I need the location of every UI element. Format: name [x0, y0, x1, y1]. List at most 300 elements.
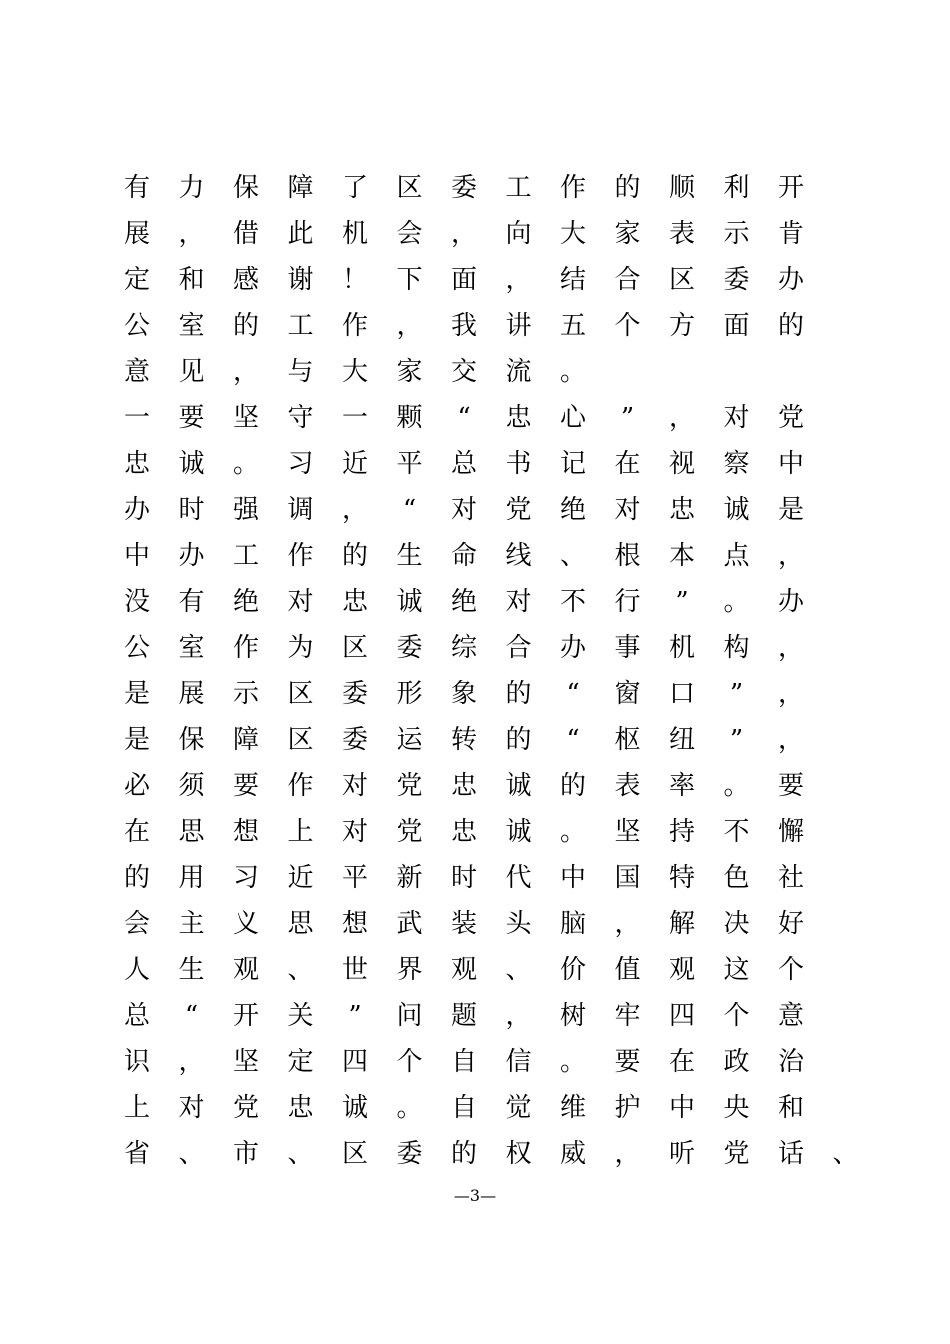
text-char: 。 — [723, 771, 750, 801]
text-char: ， — [341, 495, 368, 525]
text-char: 示 — [232, 679, 259, 709]
text-char: 听 — [668, 1139, 695, 1169]
text-char: 中 — [559, 863, 586, 893]
text-char: 委 — [341, 725, 368, 755]
text-char: ， — [777, 633, 804, 663]
text-char: 开 — [232, 1001, 259, 1031]
text-char: 展 — [123, 219, 150, 249]
text-char: 忠 — [450, 771, 477, 801]
text-char: 转 — [450, 725, 477, 755]
text-char: 社 — [777, 863, 804, 893]
text-char: 上 — [287, 817, 314, 847]
text-char: ， — [178, 1047, 205, 1077]
text-char: 工 — [505, 173, 532, 203]
text-char: 忠 — [505, 403, 532, 433]
text-char: 、 — [559, 541, 586, 571]
text-char: “ — [402, 495, 417, 525]
page-number: —3— — [453, 1186, 497, 1205]
text-char: 权 — [505, 1139, 532, 1169]
text-line — [0, 1042, 950, 1088]
text-char: 习 — [287, 449, 314, 479]
text-char: ， — [777, 679, 804, 709]
text-char: 对 — [614, 495, 641, 525]
text-line — [0, 490, 950, 536]
text-char: 问 — [396, 1001, 423, 1031]
text-char: 区 — [341, 1139, 368, 1169]
text-char: 生 — [396, 541, 423, 571]
text-char: 会 — [123, 909, 150, 939]
text-char: 口 — [668, 679, 695, 709]
text-char: ， — [396, 311, 423, 341]
text-char: “ — [566, 725, 580, 755]
text-char: 本 — [668, 541, 695, 571]
text-char: 为 — [287, 633, 314, 663]
text-char: 此 — [287, 219, 314, 249]
text-char: 解 — [668, 909, 695, 939]
text-char: 是 — [123, 725, 150, 755]
text-char: ” — [348, 1001, 362, 1031]
text-char: 办 — [559, 633, 586, 663]
text-char: 象 — [450, 679, 477, 709]
text-char: 区 — [396, 173, 423, 203]
text-char: 值 — [614, 955, 641, 985]
text-char: 不 — [559, 587, 586, 617]
text-char: 。 — [559, 1047, 586, 1077]
text-char: 一 — [123, 403, 150, 433]
text-char: ， — [614, 909, 641, 939]
text-char: 要 — [614, 1047, 641, 1077]
text-char: 平 — [396, 449, 423, 479]
text-char: 形 — [396, 679, 423, 709]
text-char: 个 — [723, 1001, 750, 1031]
text-line — [0, 260, 950, 306]
text-char: 家 — [614, 219, 641, 249]
text-char: 党 — [777, 403, 804, 433]
text-char: 工 — [232, 541, 259, 571]
text-char: 事 — [614, 633, 641, 663]
text-char: ” — [620, 403, 635, 433]
text-char: ， — [450, 219, 477, 249]
text-char: 绝 — [232, 587, 259, 617]
text-char: 个 — [396, 1047, 423, 1077]
text-char: 想 — [232, 817, 259, 847]
text-char: 枢 — [614, 725, 641, 755]
text-char: 合 — [505, 633, 532, 663]
text-char: ！ — [341, 265, 368, 295]
text-char: 近 — [287, 863, 314, 893]
text-char: 的 — [777, 311, 804, 341]
text-char: 。 — [232, 449, 259, 479]
text-char: 颗 — [396, 403, 423, 433]
text-char: 察 — [723, 449, 750, 479]
text-char: 主 — [178, 909, 205, 939]
text-char: ， — [505, 1001, 532, 1031]
text-char: 交 — [450, 357, 477, 387]
text-line — [0, 674, 950, 720]
text-char: 自 — [450, 1047, 477, 1077]
text-char: 要 — [178, 403, 205, 433]
text-char: 我 — [450, 311, 477, 341]
text-char: 坚 — [232, 403, 259, 433]
text-char: 习 — [232, 863, 259, 893]
text-char: 诚 — [178, 449, 205, 479]
text-char: 新 — [396, 863, 423, 893]
text-char: 上 — [123, 1093, 150, 1123]
text-char: 定 — [287, 1047, 314, 1077]
text-char: 在 — [668, 1047, 695, 1077]
text-char: “ — [566, 679, 580, 709]
text-char: 利 — [723, 173, 750, 203]
text-char: 色 — [723, 863, 750, 893]
text-line — [0, 582, 950, 628]
text-char: 。 — [396, 1093, 423, 1123]
text-char: 借 — [232, 219, 259, 249]
text-char: 的 — [614, 173, 641, 203]
text-char: 国 — [614, 863, 641, 893]
text-char: 要 — [777, 771, 804, 801]
text-char: 保 — [232, 173, 259, 203]
text-char: 记 — [559, 449, 586, 479]
text-char: 中 — [123, 541, 150, 571]
text-char: 政 — [723, 1047, 750, 1077]
text-char: 没 — [123, 587, 150, 617]
text-char: 忠 — [668, 495, 695, 525]
text-char: 会 — [396, 219, 423, 249]
text-char: 率 — [668, 771, 695, 801]
text-char: 对 — [341, 817, 368, 847]
text-char: 有 — [123, 173, 150, 203]
text-char: 的 — [123, 863, 150, 893]
text-char: 界 — [396, 955, 423, 985]
text-char: ， — [614, 1139, 641, 1169]
text-char: 信 — [505, 1047, 532, 1077]
text-char: 作 — [559, 173, 586, 203]
text-char: 线 — [505, 541, 532, 571]
text-char: 向 — [505, 219, 532, 249]
text-char: ” — [675, 587, 689, 617]
text-char: 牢 — [614, 1001, 641, 1031]
text-char: 、 — [178, 1139, 205, 1169]
text-char: 办 — [178, 541, 205, 571]
text-char: 和 — [777, 1093, 804, 1123]
text-char: 党 — [723, 1139, 750, 1169]
text-char: 决 — [723, 909, 750, 939]
text-char: 办 — [123, 495, 150, 525]
text-line — [0, 766, 950, 812]
text-char: 省 — [123, 1139, 150, 1169]
text-char: 作 — [341, 311, 368, 341]
text-char: 讲 — [505, 311, 532, 341]
text-char: 诚 — [396, 587, 423, 617]
text-char: 四 — [668, 1001, 695, 1031]
text-char: 树 — [559, 1001, 586, 1031]
text-char: 的 — [341, 541, 368, 571]
text-char: 平 — [341, 863, 368, 893]
text-char: 在 — [614, 449, 641, 479]
text-char: 运 — [396, 725, 423, 755]
text-char: 家 — [396, 357, 423, 387]
text-char: 公 — [123, 311, 150, 341]
text-char: ， — [668, 403, 695, 433]
text-char: 诚 — [505, 817, 532, 847]
text-char: 流 — [505, 357, 532, 387]
text-char: 心 — [559, 403, 586, 433]
text-char: 个 — [614, 311, 641, 341]
text-char: 观 — [450, 955, 477, 985]
text-char: 作 — [287, 541, 314, 571]
text-char: 、 — [505, 955, 532, 985]
text-char: 价 — [559, 955, 586, 985]
text-char: 是 — [777, 495, 804, 525]
text-char: 根 — [614, 541, 641, 571]
text-char: ， — [178, 219, 205, 249]
text-char: 坚 — [232, 1047, 259, 1077]
text-char: 书 — [505, 449, 532, 479]
text-char: 时 — [178, 495, 205, 525]
text-char: 对 — [723, 403, 750, 433]
text-line — [0, 904, 950, 950]
text-char: 总 — [450, 449, 477, 479]
text-char: 是 — [123, 679, 150, 709]
text-char: 对 — [341, 771, 368, 801]
text-char: 在 — [123, 817, 150, 847]
text-char: 纽 — [668, 725, 695, 755]
text-char: 代 — [505, 863, 532, 893]
text-char: 面 — [450, 265, 477, 295]
text-char: 党 — [396, 817, 423, 847]
text-char: 市 — [232, 1139, 259, 1169]
text-line — [0, 214, 950, 260]
text-char: 生 — [178, 955, 205, 985]
text-line — [0, 398, 950, 444]
text-char: 室 — [178, 633, 205, 663]
text-char: 忠 — [123, 449, 150, 479]
text-char: 窗 — [614, 679, 641, 709]
text-char: 识 — [123, 1047, 150, 1077]
text-line — [0, 1088, 950, 1134]
text-char: 工 — [287, 311, 314, 341]
text-line — [0, 812, 950, 858]
text-char: 。 — [723, 587, 750, 617]
text-char: ， — [777, 541, 804, 571]
text-char: 区 — [287, 679, 314, 709]
text-char: 觉 — [505, 1093, 532, 1123]
text-char: 谢 — [287, 265, 314, 295]
text-char: 的 — [232, 311, 259, 341]
text-char: 表 — [668, 219, 695, 249]
text-char: 顺 — [668, 173, 695, 203]
text-char: 党 — [396, 771, 423, 801]
text-char: “ — [457, 403, 471, 433]
text-char: ， — [777, 725, 804, 755]
text-line — [0, 168, 950, 214]
text-char: 展 — [178, 679, 205, 709]
text-char: 党 — [505, 495, 532, 525]
text-char: 视 — [668, 449, 695, 479]
text-char: 一 — [341, 403, 368, 433]
text-char: 与 — [287, 357, 314, 387]
text-char: 办 — [777, 587, 804, 617]
text-char: 了 — [341, 173, 368, 203]
text-char: 委 — [396, 1139, 423, 1169]
text-char: 室 — [178, 311, 205, 341]
text-char: 护 — [614, 1093, 641, 1123]
text-char: 表 — [614, 771, 641, 801]
text-char: 合 — [614, 265, 641, 295]
text-char: 的 — [505, 725, 532, 755]
text-char: 绝 — [559, 495, 586, 525]
text-char: 综 — [450, 633, 477, 663]
text-char: 总 — [123, 1001, 150, 1031]
text-char: 关 — [287, 1001, 314, 1031]
text-char: 忠 — [450, 817, 477, 847]
text-char: 、 — [287, 1139, 314, 1169]
text-char: 点 — [723, 541, 750, 571]
text-char: 作 — [232, 633, 259, 663]
text-char: 委 — [341, 679, 368, 709]
text-char: 肯 — [777, 219, 804, 249]
text-char: 障 — [287, 173, 314, 203]
text-char: 不 — [723, 817, 750, 847]
text-char: 持 — [668, 817, 695, 847]
text-char: 命 — [450, 541, 477, 571]
text-line — [0, 352, 950, 398]
text-char: 必 — [123, 771, 150, 801]
text-char: 示 — [723, 219, 750, 249]
text-char: 威 — [559, 1139, 586, 1169]
text-char: 强 — [232, 495, 259, 525]
text-char: 治 — [777, 1047, 804, 1077]
text-char: 脑 — [559, 909, 586, 939]
text-char: 观 — [668, 955, 695, 985]
text-char: 对 — [287, 587, 314, 617]
text-char: 区 — [287, 725, 314, 755]
text-char: 办 — [777, 265, 804, 295]
text-char: 委 — [450, 173, 477, 203]
text-char: 对 — [505, 587, 532, 617]
text-char: 调 — [287, 495, 314, 525]
text-char: 忠 — [287, 1093, 314, 1123]
text-char: 意 — [777, 1001, 804, 1031]
text-char: 中 — [777, 449, 804, 479]
text-char: 区 — [668, 265, 695, 295]
text-char: 感 — [232, 265, 259, 295]
text-char: 自 — [450, 1093, 477, 1123]
text-char: 意 — [123, 357, 150, 387]
text-char: 四 — [341, 1047, 368, 1077]
text-char: 的 — [450, 1139, 477, 1169]
text-char: 定 — [123, 265, 150, 295]
text-char: 结 — [559, 265, 586, 295]
text-char: 坚 — [614, 817, 641, 847]
text-char: 的 — [559, 771, 586, 801]
text-char: 对 — [450, 495, 477, 525]
text-char: ” — [729, 679, 744, 709]
text-char: 机 — [341, 219, 368, 249]
text-char: ， — [232, 357, 259, 387]
text-char: 作 — [287, 771, 314, 801]
text-char: 的 — [505, 679, 532, 709]
text-char: 武 — [396, 909, 423, 939]
text-char: 用 — [178, 863, 205, 893]
text-char: 想 — [341, 909, 368, 939]
text-char: 有 — [178, 587, 205, 617]
text-char: 大 — [559, 219, 586, 249]
text-char: 机 — [668, 633, 695, 663]
text-char: 障 — [232, 725, 259, 755]
text-char: 好 — [777, 909, 804, 939]
text-char: 诚 — [341, 1093, 368, 1123]
text-char: 守 — [287, 403, 314, 433]
text-line — [0, 950, 950, 996]
text-char: 方 — [668, 311, 695, 341]
text-char: 委 — [723, 265, 750, 295]
text-char: 时 — [450, 863, 477, 893]
text-char: 党 — [232, 1093, 259, 1123]
text-char: 诚 — [723, 495, 750, 525]
text-char: 开 — [777, 173, 804, 203]
text-char: 个 — [777, 955, 804, 985]
text-line — [0, 996, 950, 1042]
text-line — [0, 1134, 950, 1180]
text-char: 观 — [232, 955, 259, 985]
text-char: 公 — [123, 633, 150, 663]
text-char: 义 — [232, 909, 259, 939]
text-char: 头 — [505, 909, 532, 939]
text-char: 维 — [559, 1093, 586, 1123]
text-char: 面 — [723, 311, 750, 341]
text-char: 力 — [178, 173, 205, 203]
text-char: 构 — [723, 633, 750, 663]
text-char: 大 — [341, 357, 368, 387]
text-char: 五 — [559, 311, 586, 341]
text-char: 须 — [178, 771, 205, 801]
text-char: 见 — [178, 357, 205, 387]
text-line — [0, 536, 950, 582]
text-char: 、 — [287, 955, 314, 985]
text-char: 绝 — [450, 587, 477, 617]
text-char: 话 — [777, 1139, 804, 1169]
text-char: 人 — [123, 955, 150, 985]
text-char: 。 — [559, 817, 586, 847]
text-char: 对 — [178, 1093, 205, 1123]
text-char: 和 — [178, 265, 205, 295]
text-line — [0, 306, 950, 352]
text-char: 特 — [668, 863, 695, 893]
text-char: 近 — [341, 449, 368, 479]
text-char: 世 — [341, 955, 368, 985]
text-char: 行 — [614, 587, 641, 617]
text-char: 题 — [450, 1001, 477, 1031]
text-char: 思 — [287, 909, 314, 939]
text-char: 要 — [232, 771, 259, 801]
text-char: “ — [184, 1001, 199, 1031]
text-char: 区 — [341, 633, 368, 663]
text-char: 装 — [450, 909, 477, 939]
text-char: 忠 — [341, 587, 368, 617]
text-line — [0, 444, 950, 490]
text-line — [0, 628, 950, 674]
text-char: 下 — [396, 265, 423, 295]
text-char: 委 — [396, 633, 423, 663]
text-char: 思 — [178, 817, 205, 847]
text-char: 这 — [723, 955, 750, 985]
text-char: 。 — [559, 357, 586, 387]
text-char: 央 — [723, 1093, 750, 1123]
text-char: 保 — [178, 725, 205, 755]
text-char: ， — [505, 265, 532, 295]
text-line — [0, 720, 950, 766]
